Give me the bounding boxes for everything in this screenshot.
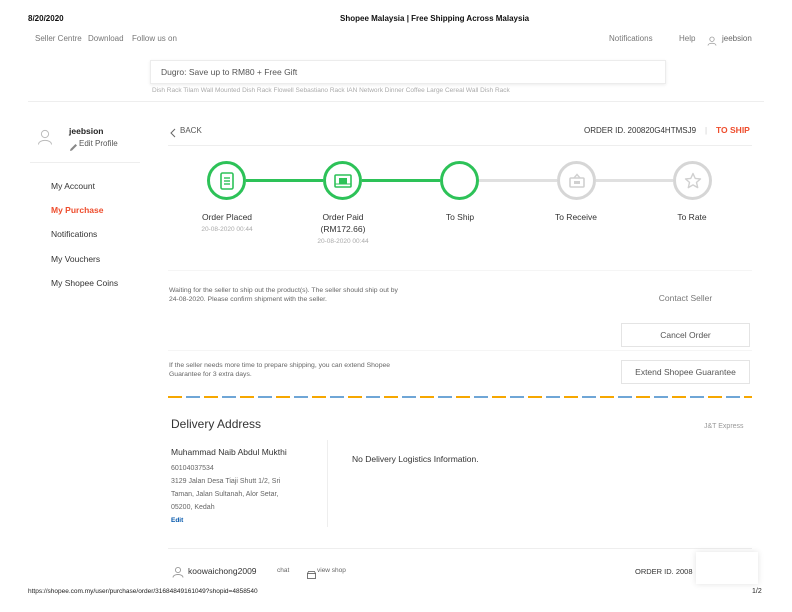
download-link[interactable]: Download [88, 34, 124, 43]
sidebar-username: jeebsion [69, 126, 104, 136]
step-order-paid [323, 161, 362, 200]
sidebar-divider [30, 162, 140, 163]
step-label-to-rate: To Rate [677, 212, 707, 222]
view-shop-button[interactable]: view shop [317, 567, 346, 574]
logistics-info: No Delivery Logistics Information. [352, 454, 479, 464]
courier-name: J&T Express [704, 423, 744, 430]
help-link[interactable]: Help [679, 34, 696, 43]
topbar-username[interactable]: jeebsion [722, 34, 752, 43]
recipient-name: Muhammad Naib Abdul Mukthi [171, 447, 287, 457]
step-date-order-placed: 20-08-2020 00:44 [201, 226, 253, 233]
contact-seller-button[interactable]: Contact Seller [658, 293, 713, 303]
receipt-icon [219, 172, 235, 190]
sidebar-item-my-purchase[interactable]: My Purchase [51, 205, 104, 215]
step-connector-4 [596, 179, 673, 182]
order-status: TO SHIP [716, 125, 750, 135]
print-page-number: 1/2 [752, 588, 762, 595]
print-url: https://shopee.com.my/user/purchase/order/31684849161049?shopid=4858540 [28, 588, 258, 595]
notifications-link[interactable]: Notifications [609, 34, 653, 43]
actions-divider [168, 350, 752, 351]
second-order-id: ORDER ID. 2008 [635, 567, 693, 576]
follow-us-link[interactable]: Follow us on [132, 34, 177, 43]
envelope-stripe [168, 396, 752, 398]
stepper-divider [168, 270, 752, 271]
receive-icon [568, 173, 586, 189]
header-divider [28, 101, 764, 102]
step-connector-2 [362, 179, 440, 182]
search-placeholder: Dugro: Save up to RM80 + Free Gift [161, 67, 298, 77]
step-connector-3 [479, 179, 557, 182]
step-to-rate [673, 161, 712, 200]
sidebar-item-shopee-coins[interactable]: My Shopee Coins [51, 278, 119, 288]
sidebar-item-my-account[interactable]: My Account [51, 181, 95, 191]
step-connector-1 [246, 179, 323, 182]
recipient-phone: 60104037534 [171, 465, 214, 472]
shop-icon [307, 566, 316, 574]
order-separator: | [705, 126, 708, 135]
pencil-icon [69, 139, 78, 148]
sidebar-item-my-vouchers[interactable]: My Vouchers [51, 254, 101, 264]
step-date-order-paid: 20-08-2020 00:44 [317, 238, 369, 245]
print-date: 8/20/2020 [28, 14, 64, 23]
waiting-message: Waiting for the seller to ship out the product(s). The seller should ship out by 24-08-2020. Please confirm shipment with the seller. [169, 287, 398, 303]
delivery-address-title: Delivery Address [171, 417, 262, 431]
step-to-ship [440, 161, 479, 200]
step-label-to-receive: To Receive [554, 212, 598, 222]
extend-guarantee-button[interactable]: Extend Shopee Guarantee [621, 360, 750, 384]
star-icon [684, 172, 702, 190]
search-hints[interactable]: Dish Rack Tilam Wall Mounted Dish Rack Flowell Sebastiano Rack IAN Network Dinner Coffee Large Cereal Wall Dish Rack [152, 87, 510, 94]
edit-profile-link[interactable]: Edit Profile [79, 139, 118, 148]
print-page-title: Shopee Malaysia | Free Shipping Across Malaysia [340, 14, 530, 23]
sidebar-item-notifications[interactable]: Notifications [51, 229, 98, 239]
shop-name[interactable]: koowaichong2009 [188, 566, 257, 576]
step-label-to-ship: To Ship [445, 212, 475, 222]
address-line-1: 3129 Jalan Desa Tiaji Shutt 1/2, Sri [171, 478, 281, 485]
step-label-order-paid: Order Paid [322, 212, 364, 222]
payment-icon [334, 173, 352, 189]
step-label-order-placed: Order Placed [201, 212, 253, 222]
shop-divider [168, 548, 752, 549]
address-line-2: Taman, Jalan Sultanah, Alor Setar, [171, 491, 279, 498]
chat-widget[interactable] [696, 552, 758, 584]
chevron-left-icon[interactable] [169, 125, 177, 135]
order-header-divider [168, 145, 752, 146]
avatar[interactable] [37, 129, 53, 145]
shop-avatar-icon [172, 565, 184, 577]
extend-message: If the seller needs more time to prepare shipping, you can extend Shopee Guarantee for 3 extra days. [169, 362, 391, 378]
step-sub-order-paid: (RM172.66) [320, 224, 366, 234]
user-icon [707, 33, 717, 43]
step-order-placed [207, 161, 246, 200]
edit-address-link[interactable]: Edit [171, 517, 184, 524]
chat-button[interactable]: chat [277, 567, 290, 574]
back-button[interactable]: BACK [180, 126, 202, 135]
cancel-order-button[interactable]: Cancel Order [621, 323, 750, 347]
seller-centre-link[interactable]: Seller Centre [35, 34, 82, 43]
order-id: ORDER ID. 200820G4HTMSJ9 [584, 126, 697, 135]
step-to-receive [557, 161, 596, 200]
address-divider [327, 440, 328, 527]
address-line-3: 05200, Kedah [171, 504, 215, 511]
